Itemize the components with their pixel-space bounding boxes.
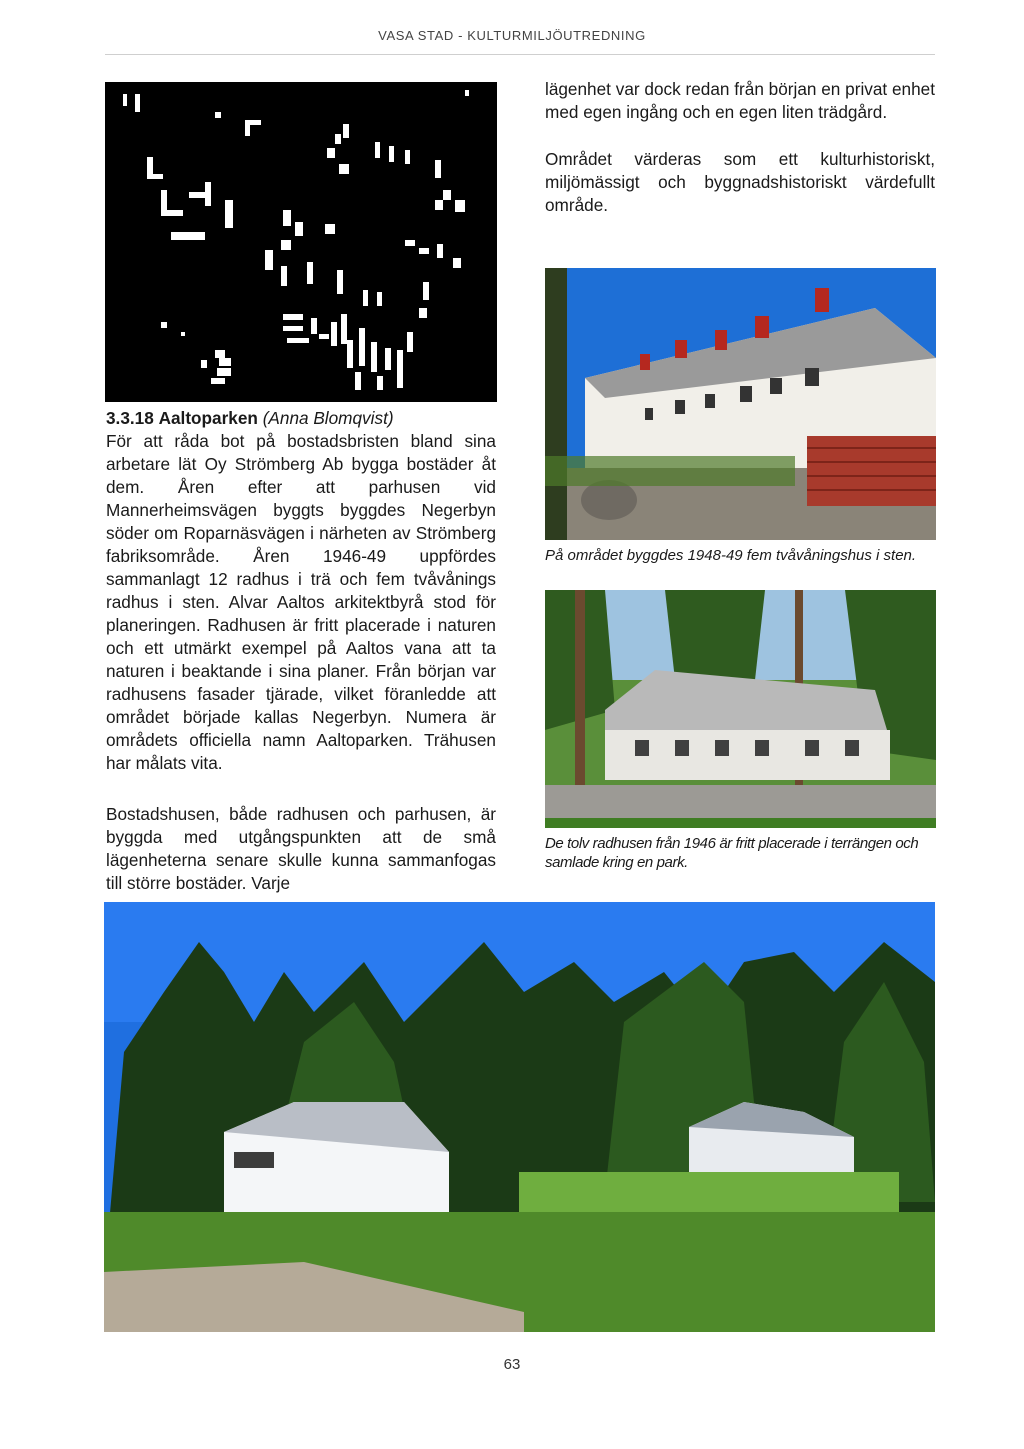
photo-wooden-rowhouses: [545, 590, 936, 828]
photo2-caption: De tolv radhusen från 1946 är fritt placerade i terrängen och samlade kring en park.: [545, 835, 919, 871]
photo-stone-rowhouses: [545, 268, 936, 540]
right-column-text: [545, 78, 935, 217]
section-paragraph-1: För att råda bot på bostadsbristen bland sina arbetare lät Oy Strömberg Ab bygga bostäder åt dem. Åren efter att parhusen vid Mannerheimsvägen byggts byggdes Negerbyn söder om Roparnäsvägen i närheten av Strömberg fabriksområde. Åren 1946-49 uppfördes sammanlagt 12 radhus i trä och fem tvåvånings radhus i sten. Alvar Aaltos arkitektbyrå stod för planeringen. Radhusen är fritt placerade i naturen och ett utmärkt exempel på Aaltos vana att ta naturen i beaktande i sina planer. Från början var radhusens fasader tjärade, vilket föranledde att området började kallas Negerbyn. Numera är områdets officiella namn Aaltoparken. Trähusen har målats vita.: [106, 431, 496, 773]
section-paragraph-2: Bostadshusen, både radhusen och parhusen, är byggda med utgångspunkten att de små lägenheterna senare skulle kunna sammanfogas till större bostäder. Varje: [106, 804, 496, 893]
section-text: [106, 407, 496, 895]
figure-ground-map: [105, 82, 497, 402]
photo-aaltoparken-panorama: [104, 902, 935, 1332]
section-author: (Anna Blomqvist): [262, 408, 394, 428]
section-heading: [106, 407, 496, 430]
intro-paragraph: lägenhet var dock redan från början en privat enhet med egen ingång och en egen liten trädgård.: [545, 79, 935, 122]
header-divider: [105, 54, 935, 55]
map-buildings: [105, 82, 497, 402]
photo1-caption: På området byggdes 1948-49 fem tvåvåningshus i sten.: [545, 547, 917, 564]
section-number: 3.3.18: [106, 408, 154, 428]
value-paragraph: Området värderas som ett kulturhistoriskt, miljömässigt och byggnadshistoriskt värdefullt område.: [545, 149, 935, 215]
running-header: VASA STAD - KULTURMILJÖUTREDNING: [378, 28, 646, 43]
page-number: 63: [503, 1356, 521, 1373]
section-title: Aaltoparken: [158, 408, 258, 428]
